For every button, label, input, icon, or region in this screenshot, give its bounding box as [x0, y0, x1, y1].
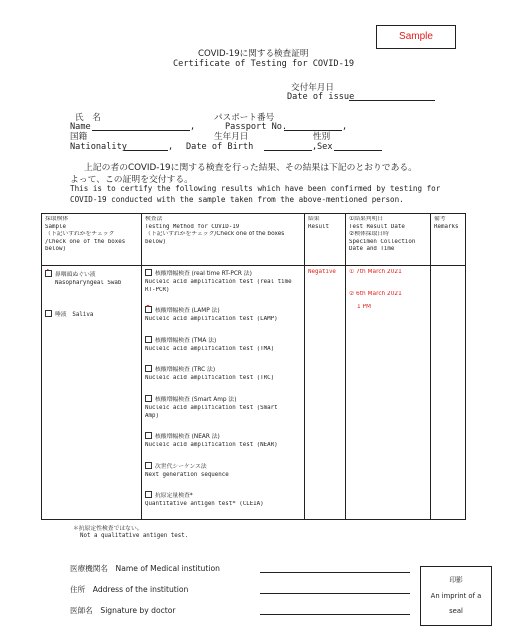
- checkbox-tma[interactable]: [145, 336, 152, 343]
- seal-imprint-box: [420, 566, 492, 626]
- issue-date-label-ja: 交付年月日: [291, 83, 334, 93]
- checkbox-smart-amp[interactable]: [145, 395, 152, 402]
- name-label-ja: 氏 名: [75, 113, 101, 123]
- institution-name-field[interactable]: [260, 572, 410, 573]
- checkbox-ngs[interactable]: [145, 462, 152, 469]
- test-result-date: ① 7th March 2021: [349, 269, 402, 275]
- specimen-collection-time: 1 PM: [357, 304, 372, 311]
- intro-en-line2: COVID-19 conducted with the sample taken from the above-mentioned person.: [70, 195, 404, 204]
- checkbox-antigen[interactable]: [145, 491, 152, 498]
- sex-field: [334, 150, 382, 151]
- method-option-trc[interactable]: 核酸増幅検査 (TRC 法) Nucleic acid amplification test (TRC): [145, 367, 275, 382]
- footnote-en: Not a qualitative antigen test.: [80, 533, 189, 539]
- sample-option-saliva[interactable]: 唾液 Saliva: [45, 309, 138, 320]
- doctor-signature-field[interactable]: [260, 614, 410, 615]
- issue-date-label-en: Date of issue: [287, 92, 355, 102]
- specimen-collection-date: ② 6th March 2021: [349, 290, 402, 297]
- seal-label-en-2: seal: [449, 607, 463, 615]
- intro-en-line1: This is to certify the following results which have been confirmed by testing for: [70, 184, 441, 193]
- institution-name-label: 医療機関名 Name of Medical institution: [70, 564, 220, 573]
- footnote-ja: ＊抗原定性検査ではない。: [73, 526, 143, 532]
- result-header: 結果 Result: [305, 214, 346, 266]
- dob-field: [264, 150, 312, 151]
- title-english: Certificate of Testing for COVID-19: [173, 59, 355, 69]
- checkbox-lamp[interactable]: [145, 306, 152, 313]
- method-option-ngs[interactable]: 次世代シーケンス法 Next generation sequence: [145, 463, 229, 478]
- title-japanese: COVID-19に関する検査証明: [198, 49, 309, 59]
- sample-header: 採取検体 Sample （下記いずれかをチェック /Check one of the boxes below): [42, 214, 142, 266]
- nationality-comma: ,: [168, 142, 174, 152]
- sample-cell: [42, 266, 142, 520]
- nationality-label-ja: 国籍: [70, 132, 88, 142]
- name-label-en: Name: [70, 122, 91, 132]
- institution-address-field[interactable]: [260, 593, 410, 594]
- nationality-label-en: Nationality: [70, 142, 127, 152]
- intro-ja-line2: よって、この証明を交付する。: [70, 175, 193, 185]
- result-cell: [305, 266, 346, 520]
- issue-date-field: [349, 100, 435, 101]
- seal-label-en-1: An imprint of a: [430, 592, 482, 600]
- institution-address-label: 住所 Address of the institution: [70, 585, 189, 594]
- nationality-field: [124, 150, 168, 151]
- table-header-row: [42, 214, 466, 266]
- checkbox-saliva[interactable]: [45, 310, 52, 317]
- method-option-near[interactable]: 核酸増幅検査 (NEAR 法) Nucleic acid amplification test (NEAR): [145, 434, 278, 449]
- sex-label-en: Sex: [317, 142, 333, 152]
- method-option-tma[interactable]: 核酸増幅検査 (TMA 法) Nucleic acid amplification test (TMA): [145, 337, 275, 352]
- date-header: ①結果判明日 Test Result Date ②検体採取日時 Specimen Collection Date and Time: [346, 214, 431, 266]
- sample-option-swab[interactable]: ✓鼻咽頭ぬぐい液 Nasopharyngeal Swab: [45, 269, 138, 287]
- method-option-lamp[interactable]: ✓核酸増幅検査 (LAMP 法) Nucleic acid amplification test (LAMP): [145, 305, 301, 324]
- checkbox-rt-pcr[interactable]: [145, 269, 152, 276]
- sex-label-ja: 性別: [313, 132, 331, 142]
- intro-ja-line1: 上記の者のCOVID-19に関する検査を行った結果、その結果は下記のとおりである。: [84, 163, 417, 173]
- result-value: Negative: [308, 269, 336, 275]
- checkbox-swab[interactable]: [45, 270, 52, 277]
- passport-label-en: Passport No.: [225, 122, 288, 132]
- dob-label-ja: 生年月日: [214, 132, 249, 142]
- dob-comma: ,: [312, 142, 318, 152]
- passport-label-ja: パスポート番号: [214, 113, 275, 123]
- remarks-header: 備考 Remarks: [431, 214, 466, 266]
- method-header: 検査法 Testing Method for COVID-19 （下記いずれかをチェック/Check one of the boxes below): [142, 214, 305, 266]
- name-comma: ,: [190, 122, 196, 132]
- checkbox-trc[interactable]: [145, 365, 152, 372]
- table-row: [42, 266, 466, 520]
- sample-badge: Sample: [376, 25, 456, 49]
- dob-label-en: Date of Birth: [186, 142, 254, 152]
- date-cell: [346, 266, 431, 520]
- passport-comma: ,: [342, 122, 348, 132]
- method-cell: [142, 266, 305, 520]
- method-option-smart-amp[interactable]: 核酸増幅検査 (Smart Amp 法) Nucleic acid amplification test (Smart Amp): [145, 396, 278, 419]
- results-table: [41, 213, 466, 520]
- checkbox-near[interactable]: [145, 432, 152, 439]
- method-option-rt-pcr[interactable]: 核酸増幅検査 (real time RT-PCR 法) Nucleic acid amplification test (real time RT-PCR): [145, 271, 292, 293]
- name-field: [92, 130, 190, 131]
- seal-label-ja: 印影: [449, 576, 463, 584]
- remarks-cell: [431, 266, 466, 520]
- doctor-signature-label: 医師名 Signature by doctor: [70, 606, 176, 615]
- method-option-antigen[interactable]: 抗原定量検査* Quantitative antigen test* (CLEIA): [145, 493, 264, 508]
